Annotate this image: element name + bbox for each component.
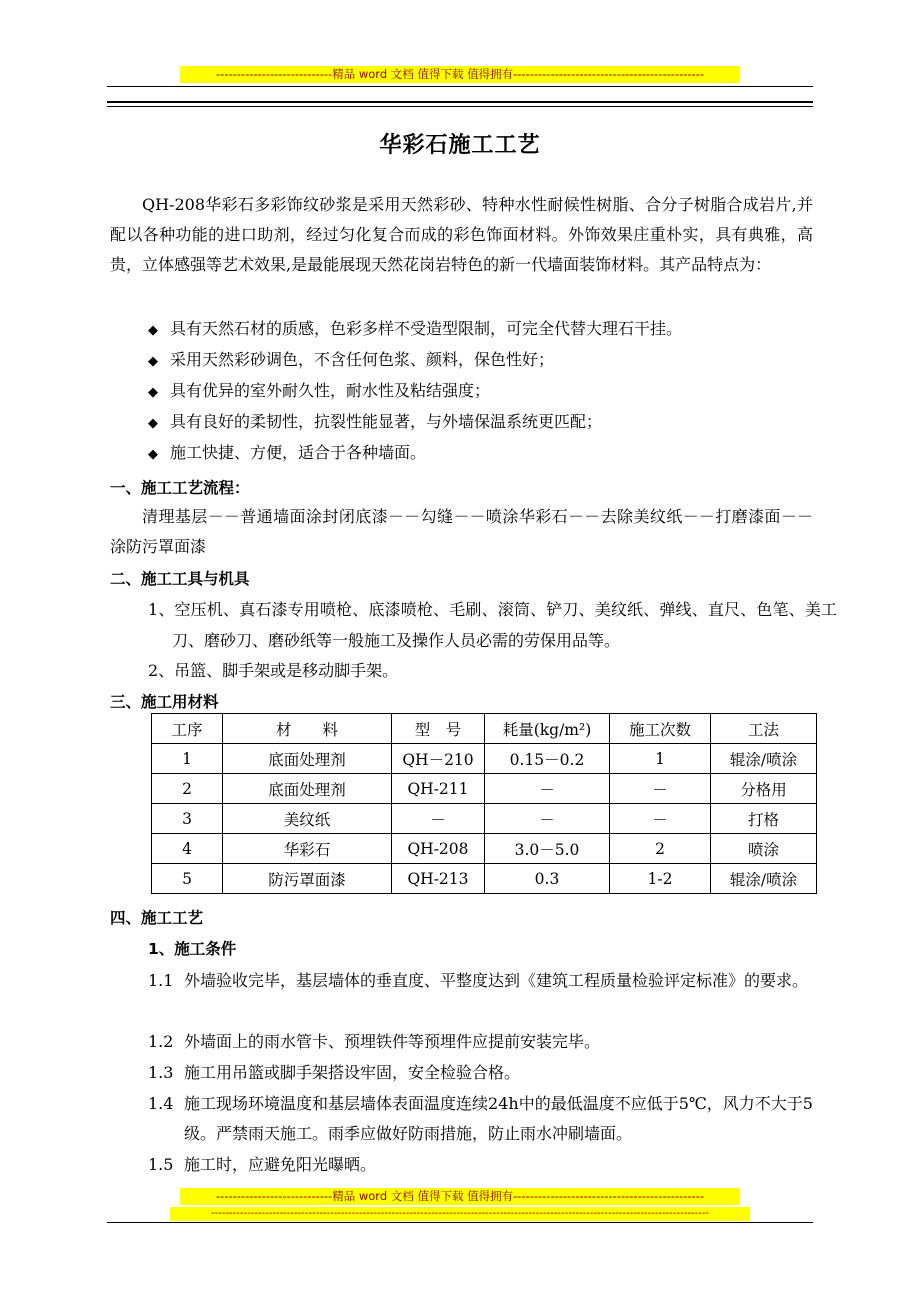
materials-table (151, 713, 817, 894)
table-cell: 1 (152, 744, 223, 774)
table-cell: 辊涂/喷涂 (711, 744, 817, 774)
table-cell: 3 (152, 804, 223, 834)
item-number: 1.2 (148, 1032, 174, 1051)
section-heading: 三、施工用材料 (110, 693, 219, 711)
tools-item: 2、吊篮、脚手架或是移动脚手架。 (148, 661, 399, 680)
table-row (152, 834, 817, 864)
subsection-heading: 1、施工条件 (148, 940, 237, 958)
item-number: 1.5 (148, 1155, 174, 1174)
table-cell: 防污罩面漆 (223, 864, 392, 894)
bullet-text: 具有天然石材的质感，色彩多样不受造型限制，可完全代替大理石干挂。 (170, 319, 683, 338)
table-cell: － (610, 774, 711, 804)
header-rule-thick (107, 101, 813, 103)
item-text: 外墙验收完毕，基层墙体的垂直度、平整度达到《建筑工程质量检验评定标准》的要求。 (184, 971, 809, 990)
table-header-row (152, 714, 817, 744)
bullet-text: 具有良好的柔韧性，抗裂性能显著，与外墙保温系统更匹配； (170, 412, 603, 431)
table-cell: 喷涂 (711, 834, 817, 864)
item-number: 1.4 (148, 1094, 174, 1113)
diamond-bullet-icon: ◆ (148, 323, 158, 338)
feature-bullet (148, 378, 490, 401)
table-cell: QH-208 (392, 834, 485, 864)
diamond-bullet-icon: ◆ (148, 385, 158, 400)
table-cell: 打格 (711, 804, 817, 834)
intro-paragraph: QH-208华彩石多彩饰纹砂浆是采用天然彩砂、特种水性耐候性树脂、合分子树脂合成岩片,并配以各种功能的进口助剂，经过匀化复合而成的彩色饰面材料。外饰效果庄重朴实，具有典雅，高贵，立体感强等艺术效果,是最能展现天然花岗岩特色的新一代墙面装饰材料。其产品特点为： (110, 195, 813, 274)
condition-item (148, 1089, 813, 1149)
table-cell: 5 (152, 864, 223, 894)
column-header: 耗量(kg/m²) (485, 714, 610, 744)
table-row (152, 804, 817, 834)
table-cell: QH-211 (392, 774, 485, 804)
table-row (152, 774, 817, 804)
table-cell: 2 (610, 834, 711, 864)
table-cell: － (392, 804, 485, 834)
table-cell: 3.0－5.0 (485, 834, 610, 864)
table-cell: 辊涂/喷涂 (711, 864, 817, 894)
table-cell: 4 (152, 834, 223, 864)
feature-bullet (148, 409, 602, 432)
table-cell: 美纹纸 (223, 804, 392, 834)
column-header: 工序 (152, 714, 223, 744)
table-cell: 分格用 (711, 774, 817, 804)
footer-banner-dashes: ------------------------------------------------------------------------------------------------------------------------------------------ (170, 1207, 750, 1221)
table-row (152, 744, 817, 774)
condition-item (148, 1150, 813, 1180)
table-cell: 底面处理剂 (223, 744, 392, 774)
page-title: 华彩石施工工艺 (379, 133, 541, 158)
table-cell: － (485, 774, 610, 804)
feature-bullet (148, 440, 426, 463)
header-banner: ----------------------------精品 word 文档 值得下载 值得拥有---------------------------------------------- (180, 66, 740, 83)
table-cell: 1-2 (610, 864, 711, 894)
bullet-text: 采用天然彩砂调色，不含任何色浆、颜料，保色性好； (170, 350, 555, 369)
column-header: 材 料 (223, 714, 392, 744)
column-header: 型 号 (392, 714, 485, 744)
feature-bullet (148, 316, 682, 339)
footer-banner: ----------------------------精品 word 文档 值得下载 值得拥有---------------------------------------------- (180, 1188, 740, 1205)
process-flow-text: 清理基层－－普通墙面涂封闭底漆－－勾缝－－喷涂华彩石－－去除美纹纸－－打磨漆面－－涂防污罩面漆 (110, 507, 813, 556)
table-cell: 0.15－0.2 (485, 744, 610, 774)
diamond-bullet-icon: ◆ (148, 354, 158, 369)
table-cell: 华彩石 (223, 834, 392, 864)
feature-bullet (148, 347, 554, 370)
condition-item (148, 966, 813, 996)
table-cell: QH－210 (392, 744, 485, 774)
diamond-bullet-icon: ◆ (148, 447, 158, 462)
footer-rule (107, 1222, 813, 1223)
table-row (152, 864, 817, 894)
column-header: 工法 (711, 714, 817, 744)
column-header: 施工次数 (610, 714, 711, 744)
bullet-text: 施工快捷、方便，适合于各种墙面。 (170, 443, 427, 462)
condition-item (148, 1058, 813, 1088)
section-heading: 一、施工工艺流程： (110, 479, 250, 497)
item-number: 1.1 (148, 971, 174, 990)
item-text: 施工用吊篮或脚手架搭设牢固，安全检验合格。 (184, 1063, 521, 1082)
header-rule-thin (107, 86, 813, 87)
item-text: 施工现场环境温度和基层墙体表面温度连续24h中的最低温度不应低于5℃，风力不大于5级。严禁雨天施工。雨季应做好防雨措施，防止雨水冲刷墙面。 (184, 1094, 813, 1143)
table-cell: 底面处理剂 (223, 774, 392, 804)
table-cell: － (485, 804, 610, 834)
table-cell: 0.3 (485, 864, 610, 894)
table-cell: 1 (610, 744, 711, 774)
condition-item (148, 1027, 813, 1057)
item-number: 1.3 (148, 1063, 174, 1082)
item-text: 施工时，应避免阳光曝晒。 (184, 1155, 377, 1174)
item-text: 外墙面上的雨水管卡、预埋铁件等预埋件应提前安装完毕。 (184, 1032, 601, 1051)
table-cell: QH-213 (392, 864, 485, 894)
table-cell: 2 (152, 774, 223, 804)
section-heading: 四、施工工艺 (110, 909, 204, 927)
section-heading: 二、施工工具与机具 (110, 570, 250, 588)
diamond-bullet-icon: ◆ (148, 416, 158, 431)
table-cell: － (610, 804, 711, 834)
header-rule-thin-2 (107, 106, 813, 107)
tools-item: 1、空压机、真石漆专用喷枪、底漆喷枪、毛刷、滚筒、铲刀、美纹纸、弹线、直尺、色笔、美工刀、磨砂刀、磨砂纸等一般施工及操作人员必需的劳保用品等。 (148, 600, 837, 650)
bullet-text: 具有优异的室外耐久性，耐水性及粘结强度； (170, 381, 491, 400)
